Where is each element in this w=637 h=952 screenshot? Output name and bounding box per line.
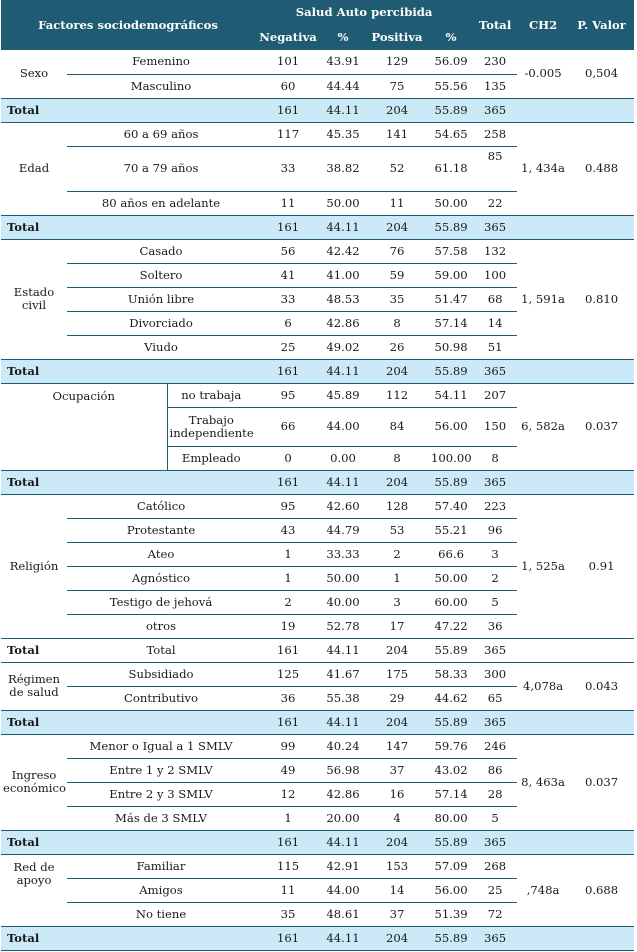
subcategory-label: Unión libre <box>67 287 255 311</box>
cell-pct-negativa: 41.67 <box>326 666 360 681</box>
cell-pct-negativa: 40.24 <box>326 738 360 753</box>
cell-pct-negativa: 33.33 <box>321 542 365 566</box>
cell-negativa: 19 <box>255 614 321 638</box>
cell-pct-positiva: 59.00 <box>429 263 473 287</box>
subcategory-label: Trabajo independiente <box>167 407 255 446</box>
cell-negativa: 1 <box>255 806 321 830</box>
cell-negativa: 161 <box>255 926 321 950</box>
cell-pct-positiva: 50.98 <box>429 335 473 359</box>
subcategory-label: Masculino <box>67 74 255 98</box>
subcategory-label: Agnóstico <box>67 566 255 590</box>
cell-positiva: 3 <box>365 590 429 614</box>
cell-pct-positiva: 55.21 <box>429 518 473 542</box>
total-row <box>1 926 634 950</box>
total-label: Total <box>1 359 255 383</box>
total-label: Total <box>1 470 255 494</box>
cell-pvalor: 0.037 <box>584 774 619 789</box>
cell-ch2: 4,078a <box>523 678 564 693</box>
cell-total: 365 <box>473 98 517 122</box>
cell-total: 8 <box>473 446 517 470</box>
total-row <box>1 830 634 854</box>
cell-negativa: 33 <box>255 287 321 311</box>
category-label: Religión <box>9 558 59 573</box>
table-row <box>1 662 634 686</box>
cell-pvalor: 0.810 <box>584 291 619 306</box>
cell-pct-negativa: 48.53 <box>321 287 365 311</box>
subcategory-label: otros <box>67 614 255 638</box>
cell-total: 135 <box>473 74 517 98</box>
cell-positiva: 129 <box>385 54 409 69</box>
cell-pct-negativa: 43.91 <box>326 54 360 69</box>
subcategory-label: Femenino <box>132 54 190 69</box>
subcategory-label: 70 a 79 años <box>67 146 255 191</box>
cell-negativa: 12 <box>255 782 321 806</box>
subcategory-label: 80 años en adelante <box>67 191 255 215</box>
cell-pct-positiva: 51.39 <box>429 902 473 926</box>
cell-positiva: 59 <box>365 263 429 287</box>
category-label: Edad <box>18 161 50 175</box>
cell-positiva: 204 <box>365 638 429 662</box>
cell-total: 51 <box>473 335 517 359</box>
cell-pct-negativa: 44.11 <box>321 215 365 239</box>
cell-positiva: 76 <box>389 243 405 258</box>
cell-total: 132 <box>484 243 507 258</box>
cell-ch2: ,748a <box>526 882 560 897</box>
cell-pvalor: 0.91 <box>588 558 615 573</box>
cell-total: 85 <box>473 146 517 191</box>
subcategory-label: Ateo <box>67 542 255 566</box>
cell-pct-negativa: 38.82 <box>321 146 365 191</box>
cell-negativa: 161 <box>255 470 321 494</box>
total-row <box>1 359 634 383</box>
cell-pct-negativa: 44.11 <box>321 830 365 854</box>
cell-pct-positiva: 80.00 <box>429 806 473 830</box>
cell-total: 150 <box>473 407 517 446</box>
cell-pct-positiva: 55.89 <box>429 98 473 122</box>
header-factor: Factores sociodemográficos <box>1 0 255 50</box>
cell-negativa: 43 <box>255 518 321 542</box>
cell-pct-negativa: 49.02 <box>321 335 365 359</box>
category-label: Sexo <box>19 66 49 81</box>
cell-ch2: 6, 582a <box>521 419 565 433</box>
cell-positiva: 204 <box>365 98 429 122</box>
total-label: Total <box>1 710 255 734</box>
cell-total: 365 <box>473 215 517 239</box>
cell-pct-negativa: 44.11 <box>321 926 365 950</box>
cell-negativa: 161 <box>255 98 321 122</box>
cell-positiva: 35 <box>365 287 429 311</box>
cell-pct-negativa: 45.35 <box>326 126 360 141</box>
cell-pct-positiva: 55.89 <box>429 470 473 494</box>
cell-ch2: 1, 591a <box>521 291 565 306</box>
cell-total: 28 <box>473 782 517 806</box>
cell-positiva: 75 <box>365 74 429 98</box>
cell-total: 365 <box>473 470 517 494</box>
subcategory-label: Total <box>67 638 255 662</box>
cell-total: 365 <box>473 926 517 950</box>
cell-pct-positiva: 56.00 <box>429 878 473 902</box>
category-label: Ingreso económico <box>3 768 66 795</box>
cell-negativa: 25 <box>255 335 321 359</box>
cell-pct-positiva: 55.89 <box>429 359 473 383</box>
cell-pct-positiva: 66.6 <box>429 542 473 566</box>
cell-negativa: 1 <box>255 542 321 566</box>
cell-positiva: 14 <box>365 878 429 902</box>
cell-positiva: 37 <box>365 902 429 926</box>
cell-negativa: 161 <box>255 638 321 662</box>
table-row <box>1 494 634 518</box>
header-pct-negativa: % <box>321 25 365 50</box>
total-label: Total <box>1 926 255 950</box>
cell-positiva: 29 <box>365 686 429 710</box>
cell-pct-negativa: 45.89 <box>326 387 360 402</box>
cell-pct-positiva: 57.14 <box>429 311 473 335</box>
cell-pct-positiva: 55.56 <box>429 74 473 98</box>
cell-pct-positiva: 50.00 <box>429 566 473 590</box>
header-total: Total <box>473 0 517 50</box>
cell-pvalor: 0.037 <box>584 419 619 433</box>
cell-pct-positiva: 56.09 <box>434 54 468 69</box>
cell-pct-positiva: 54.65 <box>434 126 468 141</box>
cell-positiva: 11 <box>365 191 429 215</box>
cell-pct-negativa: 44.11 <box>321 470 365 494</box>
subcategory-label: Viudo <box>67 335 255 359</box>
table-row <box>1 122 634 146</box>
cell-ch2: 1, 525a <box>521 558 565 573</box>
total-row <box>1 215 634 239</box>
subcategory-label: No tiene <box>67 902 255 926</box>
cell-pct-positiva: 44.62 <box>429 686 473 710</box>
cell-pct-negativa: 41.00 <box>321 263 365 287</box>
cell-pct-negativa: 44.11 <box>321 710 365 734</box>
table-row <box>1 734 634 758</box>
cell-positiva: 17 <box>365 614 429 638</box>
cell-pct-negativa: 50.00 <box>321 566 365 590</box>
subcategory-label: Familiar <box>136 858 186 873</box>
header-pct-positiva: % <box>429 25 473 50</box>
cell-pct-negativa: 44.00 <box>321 407 365 446</box>
cell-negativa: 41 <box>255 263 321 287</box>
cell-total: 246 <box>484 738 507 753</box>
cell-pct-negativa: 42.91 <box>326 858 360 873</box>
subcategory-label: Contributivo <box>67 686 255 710</box>
subcategory-label: Entre 2 y 3 SMLV <box>67 782 255 806</box>
cell-total: 300 <box>484 666 507 681</box>
cell-pct-positiva: 61.18 <box>429 146 473 191</box>
cell-pct-negativa: 44.11 <box>321 638 365 662</box>
cell-pct-positiva: 58.33 <box>434 666 468 681</box>
cell-negativa: 35 <box>255 902 321 926</box>
cell-negativa: 11 <box>255 878 321 902</box>
cell-pct-negativa: 40.00 <box>321 590 365 614</box>
cell-pct-positiva: 50.00 <box>429 191 473 215</box>
cell-total: 230 <box>484 54 507 69</box>
cell-ch2: 1, 434a <box>521 161 565 175</box>
cell-pct-positiva: 59.76 <box>434 738 468 753</box>
total-row <box>1 470 634 494</box>
table-row <box>1 383 634 407</box>
cell-total: 268 <box>484 858 507 873</box>
cell-negativa: 1 <box>255 566 321 590</box>
cell-pct-positiva: 57.09 <box>434 858 468 873</box>
cell-negativa: 0 <box>255 446 321 470</box>
sociodemographic-table <box>1 0 634 951</box>
cell-pct-negativa: 52.78 <box>321 614 365 638</box>
cell-negativa: 56 <box>280 243 296 258</box>
cell-pct-negativa: 44.79 <box>321 518 365 542</box>
cell-pct-positiva: 55.89 <box>429 926 473 950</box>
cell-pct-negativa: 42.86 <box>321 782 365 806</box>
subcategory-label: Empleado <box>167 446 255 470</box>
cell-pct-negativa: 42.86 <box>321 311 365 335</box>
cell-pct-negativa: 48.61 <box>321 902 365 926</box>
total-label: Total <box>1 638 67 662</box>
cell-positiva: 204 <box>365 710 429 734</box>
table-row <box>1 854 634 878</box>
cell-pvalor: 0.043 <box>584 678 619 693</box>
cell-pct-positiva: 60.00 <box>429 590 473 614</box>
header-positiva: Positiva <box>365 25 429 50</box>
header-ch2: CH2 <box>517 0 569 50</box>
cell-pct-negativa: 42.60 <box>326 498 360 513</box>
cell-negativa: 161 <box>255 359 321 383</box>
cell-negativa: 117 <box>276 126 300 141</box>
subcategory-label: Amigos <box>67 878 255 902</box>
cell-negativa: 99 <box>280 738 296 753</box>
cell-pct-negativa: 42.42 <box>326 243 360 258</box>
cell-pct-negativa: 44.00 <box>321 878 365 902</box>
cell-positiva: 37 <box>365 758 429 782</box>
cell-pct-positiva: 47.22 <box>429 614 473 638</box>
table-row <box>1 239 634 263</box>
header-pvalor: P. Valor <box>569 0 634 50</box>
cell-pct-positiva: 100.00 <box>429 446 473 470</box>
cell-total: 25 <box>473 878 517 902</box>
cell-total: 96 <box>473 518 517 542</box>
header-group: Salud Auto percibida <box>255 0 473 25</box>
cell-negativa: 36 <box>255 686 321 710</box>
cell-positiva: 2 <box>365 542 429 566</box>
cell-negativa: 60 <box>255 74 321 98</box>
cell-total: 365 <box>473 359 517 383</box>
cell-pct-positiva: 55.89 <box>429 830 473 854</box>
header-negativa: Negativa <box>255 25 321 50</box>
cell-ch2: -0.005 <box>524 66 562 81</box>
cell-positiva: 53 <box>365 518 429 542</box>
cell-total: 365 <box>473 830 517 854</box>
cell-pct-positiva: 55.89 <box>429 710 473 734</box>
cell-negativa: 125 <box>276 666 300 681</box>
cell-positiva: 141 <box>385 126 409 141</box>
cell-negativa: 161 <box>255 830 321 854</box>
cell-positiva: 204 <box>365 359 429 383</box>
cell-positiva: 26 <box>365 335 429 359</box>
total-label: Total <box>1 215 255 239</box>
cell-negativa: 101 <box>276 54 300 69</box>
cell-negativa: 2 <box>255 590 321 614</box>
cell-pct-negativa: 44.11 <box>321 98 365 122</box>
cell-total: 258 <box>484 126 507 141</box>
cell-positiva: 204 <box>365 215 429 239</box>
subcategory-label: no trabaja <box>167 383 255 407</box>
total-row <box>1 98 634 122</box>
cell-total: 72 <box>473 902 517 926</box>
cell-positiva: 52 <box>365 146 429 191</box>
cell-negativa: 95 <box>280 387 296 402</box>
cell-ch2: 8, 463a <box>521 774 565 789</box>
cell-positiva: 112 <box>385 387 409 402</box>
cell-negativa: 115 <box>276 858 300 873</box>
category-label: Red de apoyo <box>13 859 55 887</box>
cell-pct-positiva: 57.14 <box>429 782 473 806</box>
subcategory-label: Divorciado <box>67 311 255 335</box>
cell-total: 22 <box>473 191 517 215</box>
subcategory-label: Más de 3 SMLV <box>67 806 255 830</box>
cell-pct-positiva: 57.58 <box>434 243 468 258</box>
cell-pct-negativa: 44.11 <box>321 359 365 383</box>
total-label: Total <box>1 98 255 122</box>
subcategory-label: Soltero <box>67 263 255 287</box>
total-row <box>1 710 634 734</box>
total-row <box>1 638 634 662</box>
cell-total: 100 <box>473 263 517 287</box>
cell-negativa: 161 <box>255 710 321 734</box>
subcategory-label: Testigo de jehová <box>67 590 255 614</box>
cell-total: 365 <box>473 638 517 662</box>
cell-pct-negativa: 56.98 <box>321 758 365 782</box>
cell-positiva: 16 <box>365 782 429 806</box>
cell-positiva: 147 <box>385 738 409 753</box>
cell-total: 86 <box>473 758 517 782</box>
cell-negativa: 6 <box>255 311 321 335</box>
cell-total: 65 <box>473 686 517 710</box>
cell-negativa: 161 <box>255 215 321 239</box>
cell-pct-negativa: 0.00 <box>321 446 365 470</box>
category-label: Régimen de salud <box>7 672 61 699</box>
cell-positiva: 128 <box>385 498 409 513</box>
cell-pct-negativa: 55.38 <box>321 686 365 710</box>
subcategory-label: Menor o Igual a 1 SMLV <box>89 738 233 753</box>
cell-pct-negativa: 44.44 <box>321 74 365 98</box>
cell-positiva: 1 <box>365 566 429 590</box>
cell-positiva: 8 <box>365 311 429 335</box>
cell-negativa: 66 <box>255 407 321 446</box>
cell-total: 3 <box>473 542 517 566</box>
cell-pvalor: 0.688 <box>584 882 619 897</box>
cell-positiva: 204 <box>365 926 429 950</box>
cell-positiva: 204 <box>365 830 429 854</box>
category-label: Estado civil <box>13 285 55 312</box>
cell-positiva: 175 <box>385 666 409 681</box>
cell-total: 14 <box>473 311 517 335</box>
subcategory-label: Católico <box>136 498 186 513</box>
cell-total: 36 <box>473 614 517 638</box>
cell-pct-positiva: 55.89 <box>429 215 473 239</box>
cell-pct-positiva: 54.11 <box>434 387 468 402</box>
subcategory-label: Protestante <box>67 518 255 542</box>
cell-total: 5 <box>473 590 517 614</box>
cell-total: 2 <box>473 566 517 590</box>
cell-negativa: 95 <box>280 498 296 513</box>
cell-total: 5 <box>473 806 517 830</box>
cell-pct-negativa: 20.00 <box>321 806 365 830</box>
cell-positiva: 204 <box>365 470 429 494</box>
cell-total: 68 <box>473 287 517 311</box>
cell-pct-negativa: 50.00 <box>321 191 365 215</box>
cell-total: 223 <box>484 498 507 513</box>
cell-total: 365 <box>473 710 517 734</box>
cell-pct-positiva: 56.00 <box>429 407 473 446</box>
subcategory-label: 60 a 69 años <box>123 126 199 141</box>
cell-negativa: 11 <box>255 191 321 215</box>
cell-negativa: 49 <box>255 758 321 782</box>
cell-pct-positiva: 51.47 <box>429 287 473 311</box>
cell-positiva: 153 <box>385 858 409 873</box>
cell-pct-positiva: 55.89 <box>429 638 473 662</box>
cell-total: 207 <box>484 387 507 402</box>
cell-pvalor: 0.488 <box>584 161 619 175</box>
subcategory-label: Casado <box>139 243 183 258</box>
subcategory-label: Entre 1 y 2 SMLV <box>67 758 255 782</box>
total-label: Total <box>1 830 255 854</box>
cell-negativa: 33 <box>255 146 321 191</box>
cell-positiva: 84 <box>365 407 429 446</box>
category-label: Ocupación <box>52 388 115 403</box>
subcategory-label: Subsidiado <box>128 666 194 681</box>
cell-positiva: 4 <box>365 806 429 830</box>
cell-pct-positiva: 57.40 <box>434 498 468 513</box>
cell-pct-positiva: 43.02 <box>429 758 473 782</box>
cell-positiva: 8 <box>365 446 429 470</box>
cell-pvalor: 0,504 <box>584 66 619 81</box>
table-row <box>1 50 634 74</box>
